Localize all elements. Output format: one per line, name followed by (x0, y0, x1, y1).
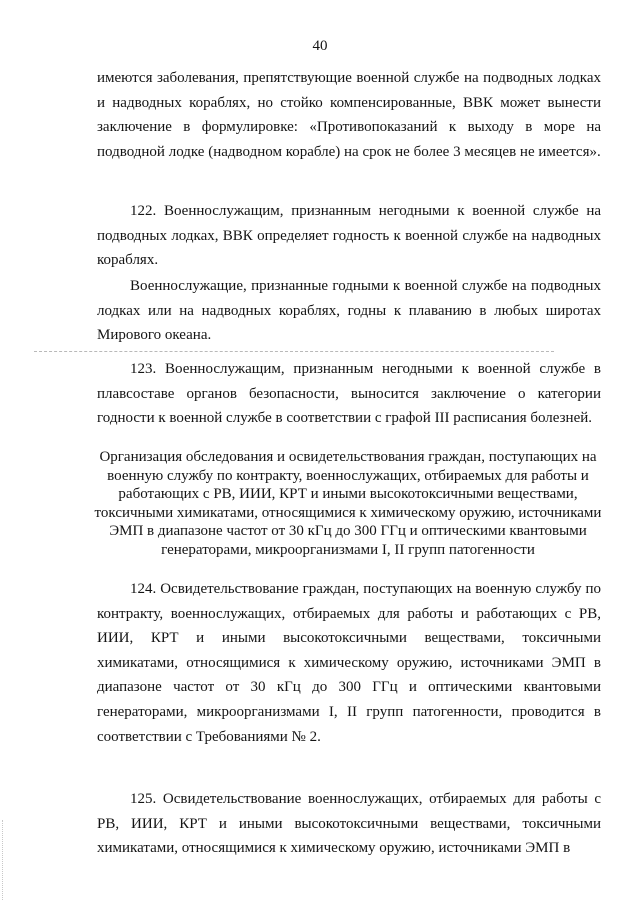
page-number: 40 (312, 38, 328, 54)
paragraph-124: 124. Освидетельствование граждан, поступающих на военную службу по контракту, военнослужащих, отбираемых для работы и работающих с РВ, ИИИ, КРТ и иными высокотоксичными веществами, токсичными химикатами, относящимися к химическому оружию, источниками ЭМП в диапазоне частот от 30 кГц до 300 ГГц и оптическими квантовыми генераторами, микроорганизмами I, II групп патогенности, проводится в соответствии с Требованиями № 2. (97, 581, 601, 745)
paragraph-123: 123. Военнослужащим, признанным негодными к военной службе в плавсоставе органов безопасности, выносится заключение о категории годности к военной службе в соответствии с графой III расписания болезней. (97, 361, 601, 427)
section-heading: Организация обследования и освидетельствования граждан, поступающих на военную службу по контракту, военнослужащих, отбираемых для работы и работающих с РВ, ИИИ, КРТ и иными высокотоксичными веществами, токсичными химикатами, относящимися к химическому оружию, источниками ЭМП в диапазоне частот от 30 кГц до 300 ГГц и оптическими квантовыми генераторами, микроорганизмами I, II групп патогенности (94, 449, 602, 558)
scan-divider-line (34, 351, 554, 352)
scan-edge-mark (2, 820, 4, 900)
paragraph-122: 122. Военнослужащим, признанным негодными к военной службе на подводных лодках, ВВК определяет годность к военной службе на надводных кораблях. (97, 203, 601, 269)
paragraph-125: 125. Освидетельствование военнослужащих, отбираемых для работы с РВ, ИИИ, КРТ и иными высокотоксичными веществами, токсичными химикатами, относящимися к химическому оружию, источниками ЭМП в (97, 791, 601, 857)
paragraph-continuation: имеются заболевания, препятствующие военной службе на подводных лодках и надводных кораблях, но стойко компенсированные, ВВК может вынести заключение в формулировке: «Противопоказаний к выходу в море на подводной лодке (надводном корабле) на срок не более 3 месяцев не имеется». (97, 70, 601, 160)
paragraph-military-fit: Военнослужащие, признанные годными к военной службе на подводных лодках или на надводных кораблях, годны к плаванию в любых широтах Мирового океана. (97, 278, 601, 344)
